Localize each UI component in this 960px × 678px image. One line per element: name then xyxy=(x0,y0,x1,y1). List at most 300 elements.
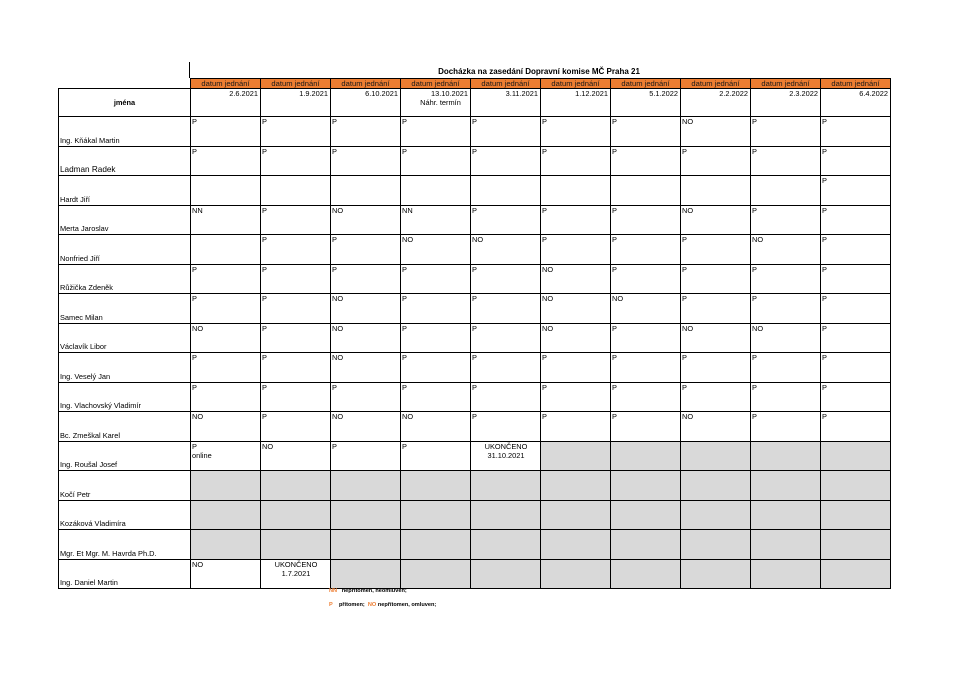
attendance-value: P xyxy=(542,382,547,392)
attendance-cell xyxy=(611,441,681,471)
attendance-value: P xyxy=(752,353,757,362)
attendance-value: P xyxy=(682,382,687,392)
attendance-value: NO xyxy=(262,441,274,451)
attendance-value: P xyxy=(822,264,827,274)
attendance-cell xyxy=(331,441,401,471)
attendance-cell xyxy=(611,500,681,530)
attendance-cell xyxy=(821,205,891,235)
attendance-value: P xyxy=(262,264,267,274)
member-name: Merta Jaroslav xyxy=(59,205,191,235)
attendance-value: P xyxy=(612,382,617,392)
header-label-7: datum jednání xyxy=(681,79,751,89)
attendance-cell xyxy=(401,176,471,206)
meeting-date-5 xyxy=(541,89,611,117)
attendance-cell xyxy=(261,235,331,265)
attendance-cell xyxy=(541,205,611,235)
header-label-4: datum jednání xyxy=(471,79,541,89)
attendance-value: P xyxy=(822,294,827,303)
attendance-cell xyxy=(331,205,401,235)
header-label-2: datum jednání xyxy=(331,79,401,89)
attendance-cell xyxy=(681,146,751,176)
attendance-value: P xyxy=(612,146,617,156)
attendance-cell xyxy=(821,382,891,412)
attendance-cell xyxy=(751,471,821,501)
attendance-value: NO xyxy=(332,412,344,421)
attendance-cell xyxy=(751,382,821,412)
attendance-cell xyxy=(261,117,331,147)
attendance-value: P xyxy=(542,117,547,126)
attendance-cell xyxy=(401,205,471,235)
attendance-cell xyxy=(821,235,891,265)
attendance-cell xyxy=(191,264,261,294)
attendance-cell xyxy=(751,530,821,560)
table-row xyxy=(59,353,891,383)
member-name: Ing. Daniel Martin xyxy=(59,559,191,589)
attendance-cell xyxy=(331,176,401,206)
attendance-value: P xyxy=(472,264,477,274)
attendance-value: P xyxy=(682,264,687,274)
attendance-cell xyxy=(401,353,471,383)
attendance-cell xyxy=(261,323,331,353)
attendance-cell xyxy=(191,441,261,471)
member-name: Nonfried Jiří xyxy=(59,235,191,265)
attendance-cell xyxy=(541,530,611,560)
attendance-cell xyxy=(611,176,681,206)
attendance-cell xyxy=(611,146,681,176)
attendance-value: P xyxy=(402,382,407,392)
attendance-cell xyxy=(261,146,331,176)
attendance-cell xyxy=(261,382,331,412)
meeting-date-value: 5.1.2022 xyxy=(649,89,678,98)
attendance-cell xyxy=(261,412,331,442)
attendance-cell xyxy=(471,294,541,324)
attendance-cell xyxy=(541,323,611,353)
attendance-cell xyxy=(681,412,751,442)
attendance-cell xyxy=(611,117,681,147)
meeting-date-4 xyxy=(471,89,541,117)
attendance-cell xyxy=(821,294,891,324)
attendance-cell xyxy=(821,117,891,147)
attendance-value: NO xyxy=(682,117,694,126)
meeting-date-value: 6.10.2021 xyxy=(365,89,398,98)
attendance-value: P xyxy=(682,353,687,362)
attendance-cell xyxy=(611,294,681,324)
attendance-cell xyxy=(611,205,681,235)
attendance-cell xyxy=(681,205,751,235)
attendance-cell xyxy=(681,530,751,560)
attendance-value: P xyxy=(402,323,407,333)
member-name: Mgr. Et Mgr. M. Havrda Ph.D. xyxy=(59,530,191,560)
attendance-value: NO xyxy=(402,235,414,244)
attendance-value: NO xyxy=(332,353,344,362)
attendance-value: P xyxy=(542,412,547,421)
sheet-title: Docházka na zasedání Dopravní komise MČ Praha 21 xyxy=(438,67,640,76)
attendance-cell xyxy=(191,412,261,442)
attendance-cell xyxy=(541,235,611,265)
table-row xyxy=(59,117,891,147)
attendance-cell xyxy=(821,264,891,294)
member-name: Ing. Vlachovský Vladimír xyxy=(59,382,191,412)
attendance-cell xyxy=(471,117,541,147)
attendance-value: P xyxy=(682,146,687,156)
meeting-date-3 xyxy=(401,89,471,117)
attendance-value: P xyxy=(612,353,617,362)
attendance-cell xyxy=(331,559,401,589)
attendance-cell xyxy=(821,500,891,530)
attendance-value: P xyxy=(752,412,757,421)
member-name: Ing. Veselý Jan xyxy=(59,353,191,383)
attendance-cell xyxy=(261,559,331,589)
header-blank xyxy=(59,79,191,89)
attendance-cell xyxy=(541,353,611,383)
attendance-cell xyxy=(331,146,401,176)
attendance-cell xyxy=(471,176,541,206)
attendance-value: P xyxy=(542,235,547,244)
meeting-date-value: 1.12.2021 xyxy=(575,89,608,98)
attendance-cell xyxy=(191,353,261,383)
attendance-value: P xyxy=(472,382,477,392)
attendance-value: P xyxy=(472,146,477,156)
attendance-cell xyxy=(471,235,541,265)
attendance-value: NO xyxy=(682,323,694,333)
attendance-cell xyxy=(681,559,751,589)
table-row xyxy=(59,441,891,471)
meeting-date-value: 3.11.2021 xyxy=(505,89,538,98)
attendance-value: P xyxy=(472,294,477,303)
attendance-value: P xyxy=(822,382,827,392)
attendance-note: 31.10.2021 xyxy=(487,450,525,460)
attendance-cell xyxy=(471,530,541,560)
attendance-value: P xyxy=(752,294,757,303)
attendance-value: P xyxy=(332,146,337,156)
attendance-note: online xyxy=(192,450,212,460)
attendance-value: P xyxy=(612,412,617,421)
attendance-cell xyxy=(821,146,891,176)
attendance-value: P xyxy=(612,264,617,274)
header-label-9: datum jednání xyxy=(821,79,891,89)
attendance-value: P xyxy=(332,235,337,244)
legend-code-nn: NN xyxy=(329,588,338,594)
attendance-value: P xyxy=(262,235,267,244)
attendance-cell xyxy=(751,412,821,442)
header-dates-row xyxy=(59,89,891,117)
attendance-cell xyxy=(751,264,821,294)
attendance-value: NO xyxy=(682,412,694,421)
attendance-cell xyxy=(541,294,611,324)
attendance-cell xyxy=(751,353,821,383)
attendance-cell xyxy=(401,235,471,265)
attendance-cell xyxy=(821,176,891,206)
attendance-cell xyxy=(541,176,611,206)
member-name: Ing. Kňákal Martin xyxy=(59,117,191,147)
attendance-cell xyxy=(401,412,471,442)
table-row xyxy=(59,323,891,353)
attendance-value: NO xyxy=(332,205,344,215)
attendance-value: UKONČENO xyxy=(484,441,528,451)
attendance-cell xyxy=(611,412,681,442)
attendance-cell xyxy=(541,382,611,412)
attendance-value: P xyxy=(472,323,477,333)
header-label-5: datum jednání xyxy=(541,79,611,89)
attendance-cell xyxy=(821,559,891,589)
attendance-cell xyxy=(611,264,681,294)
attendance-cell xyxy=(331,530,401,560)
attendance-cell xyxy=(681,235,751,265)
attendance-cell xyxy=(611,382,681,412)
attendance-cell xyxy=(821,353,891,383)
attendance-cell xyxy=(331,382,401,412)
member-name: Hardt Jiří xyxy=(59,176,191,206)
attendance-cell xyxy=(681,117,751,147)
attendance-value: P xyxy=(192,294,197,303)
attendance-value: P xyxy=(822,205,827,215)
attendance-value: P xyxy=(192,146,197,156)
attendance-value: P xyxy=(612,323,617,333)
attendance-cell xyxy=(191,471,261,501)
attendance-cell xyxy=(681,353,751,383)
attendance-cell xyxy=(191,294,261,324)
table-row xyxy=(59,471,891,501)
attendance-cell xyxy=(751,294,821,324)
attendance-value: P xyxy=(192,382,197,392)
member-name: Kozáková Vladimíra xyxy=(59,500,191,530)
attendance-cell xyxy=(331,471,401,501)
attendance-cell xyxy=(541,146,611,176)
attendance-cell xyxy=(261,471,331,501)
attendance-value: P xyxy=(192,353,197,362)
header-label-8: datum jednání xyxy=(751,79,821,89)
legend-code-no: NO xyxy=(367,602,377,608)
attendance-cell xyxy=(401,264,471,294)
attendance-value: NN xyxy=(192,205,203,215)
attendance-cell xyxy=(261,500,331,530)
attendance-cell xyxy=(681,382,751,412)
meeting-date-7 xyxy=(681,89,751,117)
meeting-date-0 xyxy=(191,89,261,117)
attendance-value: P xyxy=(612,205,617,215)
attendance-cell xyxy=(541,441,611,471)
attendance-cell xyxy=(681,176,751,206)
attendance-value: P xyxy=(262,117,267,126)
attendance-value: P xyxy=(402,117,407,126)
attendance-value: P xyxy=(822,323,827,333)
attendance-cell xyxy=(681,294,751,324)
attendance-cell xyxy=(331,264,401,294)
attendance-value: P xyxy=(262,323,267,333)
attendance-cell xyxy=(821,441,891,471)
attendance-value: NO xyxy=(472,235,484,244)
attendance-value: P xyxy=(402,441,407,451)
attendance-cell xyxy=(471,323,541,353)
attendance-cell xyxy=(611,559,681,589)
attendance-cell xyxy=(541,500,611,530)
attendance-cell xyxy=(331,353,401,383)
attendance-value: P xyxy=(822,353,827,362)
attendance-value: NO xyxy=(752,323,764,333)
attendance-value: P xyxy=(542,205,547,215)
legend-line-1 xyxy=(329,588,407,595)
table-row xyxy=(59,530,891,560)
table-row xyxy=(59,559,891,589)
attendance-cell xyxy=(821,471,891,501)
attendance-cell xyxy=(611,530,681,560)
meeting-date-8 xyxy=(751,89,821,117)
attendance-value: P xyxy=(192,441,197,451)
attendance-value: P xyxy=(612,117,617,126)
attendance-value: NO xyxy=(332,294,344,303)
attendance-value: P xyxy=(822,117,827,126)
attendance-value: P xyxy=(682,235,687,244)
meeting-date-value: 2.6.2021 xyxy=(229,89,258,98)
attendance-value: P xyxy=(752,264,757,274)
header-label-1: datum jednání xyxy=(261,79,331,89)
attendance-value: P xyxy=(262,146,267,156)
attendance-cell xyxy=(681,471,751,501)
member-name: Bc. Zmeškal Karel xyxy=(59,412,191,442)
meeting-date-6 xyxy=(611,89,681,117)
attendance-cell xyxy=(191,117,261,147)
attendance-value: P xyxy=(402,294,407,303)
attendance-cell xyxy=(751,500,821,530)
meeting-date-value: 1.9.2021 xyxy=(299,89,328,98)
attendance-value: P xyxy=(472,412,477,421)
attendance-value: NO xyxy=(192,412,204,421)
attendance-cell xyxy=(821,530,891,560)
attendance-cell xyxy=(401,382,471,412)
attendance-cell xyxy=(751,441,821,471)
attendance-cell xyxy=(331,117,401,147)
meeting-date-9 xyxy=(821,89,891,117)
attendance-value: NO xyxy=(542,323,554,333)
attendance-cell xyxy=(541,471,611,501)
attendance-value: NN xyxy=(402,205,413,215)
header-label-3: datum jednání xyxy=(401,79,471,89)
attendance-cell xyxy=(681,323,751,353)
header-label-0: datum jednání xyxy=(191,79,261,89)
attendance-cell xyxy=(191,176,261,206)
attendance-cell xyxy=(821,323,891,353)
attendance-value: P xyxy=(752,205,757,215)
attendance-cell xyxy=(471,412,541,442)
attendance-cell xyxy=(751,323,821,353)
attendance-value: P xyxy=(262,412,267,421)
table-row xyxy=(59,382,891,412)
attendance-cell xyxy=(471,500,541,530)
legend-line-2 xyxy=(329,602,436,609)
attendance-cell xyxy=(191,530,261,560)
attendance-value: NO xyxy=(332,323,344,333)
attendance-cell xyxy=(191,146,261,176)
attendance-cell xyxy=(191,235,261,265)
table-row xyxy=(59,294,891,324)
attendance-value: NO xyxy=(752,235,764,244)
table-row xyxy=(59,176,891,206)
attendance-cell xyxy=(401,471,471,501)
attendance-cell xyxy=(261,530,331,560)
attendance-value: NO xyxy=(192,559,204,569)
attendance-value: P xyxy=(752,382,757,392)
attendance-value: P xyxy=(752,146,757,156)
attendance-table xyxy=(58,78,891,589)
meeting-date-value: 2.2.2022 xyxy=(719,89,748,98)
attendance-cell xyxy=(331,412,401,442)
attendance-value: P xyxy=(542,146,547,156)
attendance-cell xyxy=(611,323,681,353)
attendance-cell xyxy=(821,412,891,442)
member-name: Václavík Libor xyxy=(59,323,191,353)
legend-code-p: P xyxy=(329,602,333,608)
attendance-cell xyxy=(681,264,751,294)
table-row xyxy=(59,146,891,176)
attendance-cell xyxy=(471,264,541,294)
attendance-value: NO xyxy=(542,264,554,274)
attendance-cell xyxy=(471,205,541,235)
attendance-cell xyxy=(471,382,541,412)
attendance-value: P xyxy=(822,176,827,185)
meeting-date-value: 2.3.2022 xyxy=(789,89,818,98)
member-name: Ladman Radek xyxy=(59,146,191,176)
meeting-date-value: 6.4.2022 xyxy=(859,89,888,98)
attendance-value: UKONČENO xyxy=(274,559,318,569)
table-row xyxy=(59,205,891,235)
table-row xyxy=(59,500,891,530)
attendance-cell xyxy=(611,353,681,383)
attendance-cell xyxy=(471,353,541,383)
attendance-cell xyxy=(401,146,471,176)
member-name: Samec Milan xyxy=(59,294,191,324)
attendance-cell xyxy=(471,146,541,176)
attendance-value: P xyxy=(402,146,407,156)
attendance-value: P xyxy=(472,205,477,215)
attendance-value: P xyxy=(332,441,337,451)
attendance-value: P xyxy=(402,353,407,362)
attendance-cell xyxy=(471,441,541,471)
attendance-value: P xyxy=(332,117,337,126)
attendance-cell xyxy=(541,264,611,294)
attendance-value: NO xyxy=(612,294,624,303)
attendance-cell xyxy=(751,559,821,589)
meeting-date-value: 13.10.2021 xyxy=(431,89,468,98)
table-row xyxy=(59,235,891,265)
attendance-cell xyxy=(401,500,471,530)
attendance-value: P xyxy=(472,353,477,362)
attendance-cell xyxy=(751,176,821,206)
attendance-value: NO xyxy=(402,412,414,421)
attendance-cell xyxy=(331,323,401,353)
attendance-cell xyxy=(261,264,331,294)
attendance-cell xyxy=(681,500,751,530)
attendance-cell xyxy=(401,294,471,324)
attendance-value: P xyxy=(472,117,477,126)
attendance-cell xyxy=(331,294,401,324)
attendance-value: P xyxy=(262,353,267,362)
attendance-cell xyxy=(401,441,471,471)
attendance-cell xyxy=(331,235,401,265)
member-name: Kočí Petr xyxy=(59,471,191,501)
attendance-value: P xyxy=(682,294,687,303)
member-name: Ing. Roušal Josef xyxy=(59,441,191,471)
attendance-value: NO xyxy=(192,323,204,333)
attendance-cell xyxy=(751,117,821,147)
meeting-date-1 xyxy=(261,89,331,117)
attendance-value: P xyxy=(612,235,617,244)
attendance-cell xyxy=(401,559,471,589)
attendance-value: P xyxy=(822,235,827,244)
meeting-date-2 xyxy=(331,89,401,117)
legend-text-no: nepřítomen, omluven; xyxy=(377,602,437,608)
attendance-cell xyxy=(751,235,821,265)
attendance-cell xyxy=(611,235,681,265)
